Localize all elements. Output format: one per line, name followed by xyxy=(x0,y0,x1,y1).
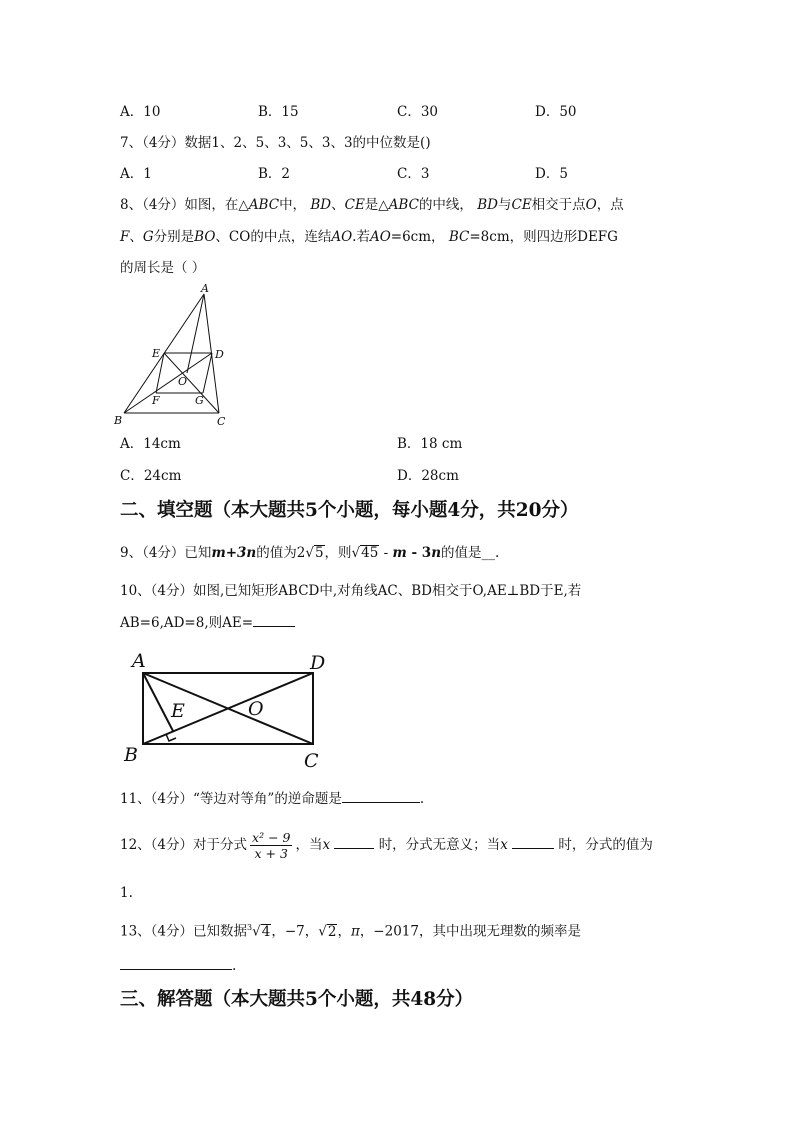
q12-text: ，当 xyxy=(295,837,323,853)
label-o: O xyxy=(248,698,264,720)
label-e: E xyxy=(152,347,161,360)
fraction-numerator: x² − 9 xyxy=(252,830,291,845)
q8-line-1 xyxy=(120,195,624,215)
section-2-title: 二、填空题（本大题共5个小题，每小题4分，共20分） xyxy=(120,500,579,521)
q9-text: - xyxy=(379,545,393,561)
q12-line-2: 1. xyxy=(120,885,133,901)
q13-text: ，−7， xyxy=(271,923,319,940)
q9-text: 的值是__. xyxy=(441,545,500,561)
fraction-denominator: x + 3 xyxy=(254,846,288,861)
sqrt-sign-icon: √ xyxy=(318,923,327,940)
q12-text: 12、（4分）对于分式 xyxy=(120,837,248,853)
q8-math-bc: BC xyxy=(448,229,470,245)
q13-text: . xyxy=(232,958,237,974)
q8-math-bd: BD xyxy=(310,197,332,213)
q8-option-d: D．28cm xyxy=(397,468,459,484)
label-c: C xyxy=(304,750,319,772)
q13-text: 13、（4分）已知数据 xyxy=(120,923,248,940)
q7-stem: 7、（4分）数据1、2、5、3、5、3、3的中位数是() xyxy=(120,135,431,151)
q8-text: 8、（4分）如图，在△ xyxy=(120,197,249,213)
cube-root-sign-icon: √ xyxy=(252,923,261,940)
q10-rectangle-figure xyxy=(118,643,340,773)
q13-text: ， xyxy=(337,923,351,940)
q8-math-g: G xyxy=(142,229,154,245)
q8-text: .若 xyxy=(352,229,370,245)
q12-text: 时，分式无意义；当 xyxy=(378,837,501,853)
q9-text: 9、（4分）已知 xyxy=(120,545,212,561)
q9-math-m: m xyxy=(392,545,407,561)
segment-ae xyxy=(143,673,173,731)
section-3-title: 三、解答题（本大题共5个小题，共48分） xyxy=(120,989,474,1010)
q8-text: ，点 xyxy=(596,197,624,213)
q11-text: . xyxy=(419,791,425,807)
q8-math-f: F xyxy=(120,229,130,245)
q8-text: 分别是 xyxy=(153,229,195,245)
q8-text: 的中线， xyxy=(418,197,473,213)
q8-math-ce: CE xyxy=(511,197,532,213)
q7-option-c: C．3 xyxy=(397,166,430,182)
q10-text: AB=6,AD=8,则AE= xyxy=(120,615,254,631)
sqrt-sign-icon: √ xyxy=(351,545,361,561)
label-o: O xyxy=(178,375,188,388)
q13-line-2 xyxy=(120,955,236,976)
q13-text: ，−2017，其中出现无理数的频率是 xyxy=(359,923,581,940)
segment-dg xyxy=(203,353,212,393)
q8-text: =6cm， xyxy=(390,229,445,245)
q9-text: ，则 xyxy=(324,545,352,561)
q9-math-expr: m+3n xyxy=(211,545,257,561)
label-c: C xyxy=(217,415,226,428)
q8-text: =8cm，则四边形DEFG xyxy=(469,229,618,245)
q8-text: 中， xyxy=(279,197,307,213)
q9-text: 的值为2 xyxy=(256,545,306,561)
q6-option-c: C．30 xyxy=(397,104,439,120)
q9-line xyxy=(120,543,499,563)
q9-radicand-45: 45 xyxy=(361,545,379,561)
q8-text: 相交于点 xyxy=(531,197,586,213)
q6-option-b: B．15 xyxy=(258,104,299,120)
label-f: F xyxy=(152,394,160,407)
right-angle-mark xyxy=(166,734,176,741)
q8-text: 、CO的中点，连结 xyxy=(215,229,332,245)
q8-line-3: 的周长是（ ） xyxy=(120,260,206,276)
q8-math-ce: CE xyxy=(344,197,365,213)
median-ce xyxy=(164,353,219,413)
q10-line-2 xyxy=(120,612,295,633)
q11-text: 11、（4分）“等边对等角”的逆命题是 xyxy=(120,791,342,807)
q12-line-1 xyxy=(120,828,653,862)
q12-text: 时，分式的值为 xyxy=(558,837,653,853)
label-a: A xyxy=(201,282,209,295)
q8-math-ao: AO xyxy=(369,229,391,245)
label-d: D xyxy=(215,348,224,361)
label-d: D xyxy=(310,652,326,674)
q8-math-abc: ABC xyxy=(248,197,280,213)
q13-radicand-2: 2 xyxy=(327,923,337,940)
cube-root-index: 3 xyxy=(247,923,253,932)
q9-radicand-5: 5 xyxy=(314,545,324,561)
label-e: E xyxy=(171,700,185,722)
q12-fraction xyxy=(250,830,292,861)
q10-line-1: 10、（4分）如图,已知矩形ABCD中,对角线AC、BD相交于O,AE⊥BD于E,若 xyxy=(120,583,582,599)
q7-option-d: D．5 xyxy=(535,166,568,182)
answer-blank xyxy=(334,834,374,849)
q8-math-bo: BO xyxy=(194,229,216,245)
q11-line xyxy=(120,788,424,809)
q13-math-pi: π xyxy=(350,923,360,940)
q7-option-a: A．1 xyxy=(120,166,152,182)
q8-option-c: C．24cm xyxy=(120,468,182,484)
label-b: B xyxy=(124,744,138,766)
label-g: G xyxy=(195,394,204,407)
answer-blank xyxy=(253,612,295,627)
label-a: A xyxy=(132,650,146,672)
q12-math-x: x xyxy=(322,837,331,853)
label-b: B xyxy=(114,414,123,427)
q8-text: 、 xyxy=(129,229,143,245)
q8-option-a: A．14cm xyxy=(120,436,181,452)
q6-option-d: D．50 xyxy=(535,104,577,120)
q8-line-2 xyxy=(120,227,618,247)
q8-triangle-figure xyxy=(112,282,242,432)
sqrt-sign-icon: √ xyxy=(305,545,314,561)
q13-line-1 xyxy=(120,918,581,942)
q9-text: - 3 xyxy=(406,545,432,561)
q7-option-b: B．2 xyxy=(258,166,291,182)
q6-option-a: A．10 xyxy=(120,104,161,120)
answer-blank xyxy=(512,834,554,849)
q8-text: 、 xyxy=(331,197,345,213)
q9-math-n: n xyxy=(431,545,442,561)
q8-option-b: B．18 cm xyxy=(397,436,463,452)
q8-math-abc: ABC xyxy=(388,197,419,213)
q8-text: 与 xyxy=(497,197,512,213)
q8-math-o: O xyxy=(585,197,597,213)
answer-blank xyxy=(342,788,420,803)
q13-radicand-4: 4 xyxy=(261,923,271,940)
answer-blank xyxy=(120,955,232,970)
q12-math-x: x xyxy=(500,837,508,853)
q8-text: 是△ xyxy=(364,197,389,213)
q8-math-bd: BD xyxy=(477,197,498,213)
q8-math-ao: AO xyxy=(331,229,353,245)
